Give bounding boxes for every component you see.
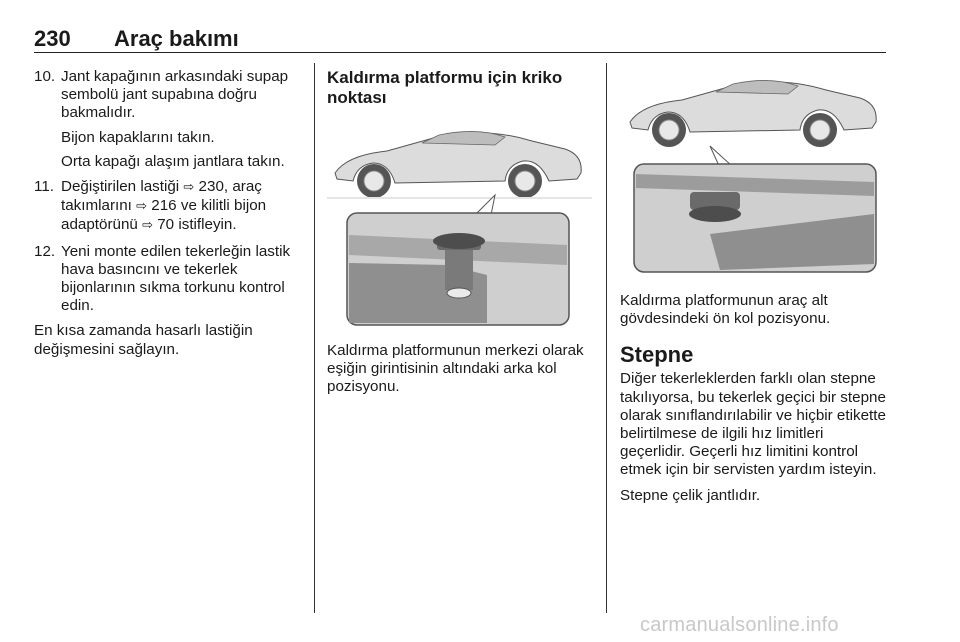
page-title: Araç bakımı (114, 26, 239, 51)
body-paragraph: Diğer tekerleklerden farklı olan stepne takılıyorsa, bu tekerlek geçici bir stepne olarak sınıflandırılabilir ve hiçbir etikette belirtilmese de ilgili hız limitleri geçerlidir. Geçerli hız limitini kontrol etmek için bir servisten yardım isteyin. (620, 370, 886, 479)
rear-lift-point-illustration (327, 115, 592, 330)
page-number: 230 (34, 26, 71, 51)
column-divider-left (314, 63, 315, 613)
section-heading: Stepne (620, 342, 694, 368)
closing-note: En kısa zamanda hasarlı lastiğin değişmesini sağlayın. (34, 322, 253, 358)
figure-caption: Kaldırma platformunun merkezi olarak eşiğin girintisinin altındaki arka kol pozisyonu. (327, 342, 584, 396)
body-paragraph: Stepne çelik jantlıdır. (620, 486, 761, 504)
step-text: Değiştirilen lastiği ⇨ 230, araç takımlarını ⇨ 216 ve kilitli bijon adaptörünü ⇨ 70 istifleyin. (61, 178, 267, 234)
step-number: 11. (34, 178, 54, 196)
page-ref-arrow-icon: ⇨ (136, 199, 148, 215)
page-ref-link[interactable]: 70 (157, 216, 175, 234)
watermark: carmanualsonline.info (640, 614, 839, 636)
page-ref-arrow-icon: ⇨ (183, 180, 195, 196)
page-ref-link[interactable]: 230 (198, 178, 224, 196)
page-header (34, 26, 886, 53)
step-11 (34, 178, 306, 236)
page-ref-link[interactable]: 216 (151, 197, 177, 215)
step-number: 12. (34, 242, 56, 260)
section-heading: Kaldırma platformu için kriko noktası (327, 68, 563, 107)
middle-caption (327, 342, 595, 404)
step-number: 10. (34, 68, 56, 85)
left-column (34, 68, 306, 366)
front-lift-point-illustration (620, 64, 886, 276)
page-ref-arrow-icon: ⇨ (142, 218, 153, 234)
step-text: Yeni monte edilen tekerleğin lastik hava basıncını ve tekerlek bijonlarının sıkma torkunu kontrol edin. (61, 242, 291, 315)
step-10 (34, 68, 306, 171)
figure-caption: Kaldırma platformunun araç alt gövdesindeki ön kol pozisyonu. (620, 292, 831, 328)
right-column (620, 292, 888, 512)
step-12 (34, 243, 306, 316)
column-divider-right (606, 63, 607, 613)
step-subtext: Bijon kapaklarını takın. (61, 128, 215, 146)
step-subtext: Orta kapağı alaşım jantlara takın. (61, 152, 285, 170)
step-text: Jant kapağının arkasındaki supap sembolü jant supabına doğru bakmalıdır. (61, 68, 289, 122)
middle-column (327, 68, 595, 108)
